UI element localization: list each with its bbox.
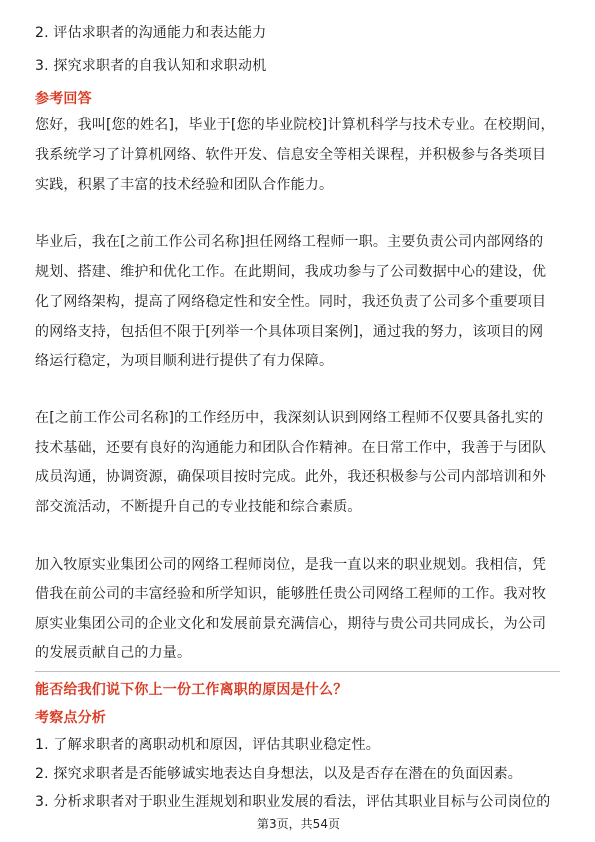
paragraph-line: 原实业集团公司的企业文化和发展前景充满信心，期待与贵公司共同成长，为公司 <box>35 616 547 632</box>
section-divider <box>35 671 560 672</box>
analysis-item: 3. 分析求职者对于职业生涯规划和职业发展的看法，评估其职业目标与公司岗位的 <box>35 794 551 810</box>
analysis-item: 2. 探究求职者是否能够诚实地表达自身想法，以及是否存在潜在的负面因素。 <box>35 766 523 782</box>
paragraph-line: 我系统学习了计算机网络、软件开发、信息安全等相关课程，并积极参与各类项目 <box>35 147 547 163</box>
paragraph-line: 技术基础，还要有良好的沟通能力和团队合作精神。在日常工作中，我善于与团队 <box>35 440 547 456</box>
paragraph-line: 加入牧原实业集团公司的网络工程师岗位，是我一直以来的职业规划。我相信，凭 <box>35 557 547 573</box>
answer-heading: 参考回答 <box>35 91 92 107</box>
paragraph-line: 络运行稳定，为项目顺利进行提供了有力保障。 <box>35 353 334 369</box>
paragraph-line: 您好，我叫[您的姓名]，毕业于[您的毕业院校]计算机科学与技术专业。在校期间， <box>35 117 555 133</box>
top-list-item: 3. 探究求职者的自我认知和求职动机 <box>35 58 267 74</box>
document-page <box>35 0 562 842</box>
analysis-heading: 考察点分析 <box>35 710 106 726</box>
paragraph-line: 部交流活动，不断提升自己的专业技能和综合素质。 <box>35 499 362 515</box>
paragraph-line: 的发展贡献自己的力量。 <box>35 645 192 661</box>
paragraph-line: 成员沟通，协调资源，确保项目按时完成。此外，我还积极参与公司内部培训和外 <box>35 469 547 485</box>
paragraph-line: 化了网络架构，提高了网络稳定性和安全性。同时，我还负责了公司多个重要项目 <box>35 294 547 310</box>
question-heading: 能否给我们说下你上一份工作离职的原因是什么？ <box>35 682 348 698</box>
top-list-item: 2. 评估求职者的沟通能力和表达能力 <box>35 25 267 41</box>
paragraph-line: 实践，积累了丰富的技术经验和团队合作能力。 <box>35 177 334 193</box>
paragraph-line: 的网络支持，包括但不限于[列举一个具体项目案例]，通过我的努力，该项目的网 <box>35 324 544 340</box>
paragraph-line: 毕业后，我在[之前工作公司名称]担任网络工程师一职。主要负责公司内部网络的 <box>35 234 544 250</box>
paragraph-line: 规划、搭建、维护和优化工作。在此期间，我成功参与了公司数据中心的建设，优 <box>35 264 547 280</box>
paragraph-line: 借我在前公司的丰富经验和所学知识，能够胜任贵公司网络工程师的工作。我对牧 <box>35 586 547 602</box>
page-footer: 第3页，共54页 <box>257 817 340 831</box>
analysis-item: 1. 了解求职者的离职动机和原因，评估其职业稳定性。 <box>35 737 381 753</box>
paragraph-line: 在[之前工作公司名称]的工作经历中，我深刻认识到网络工程师不仅要具备扎实的 <box>35 410 544 426</box>
